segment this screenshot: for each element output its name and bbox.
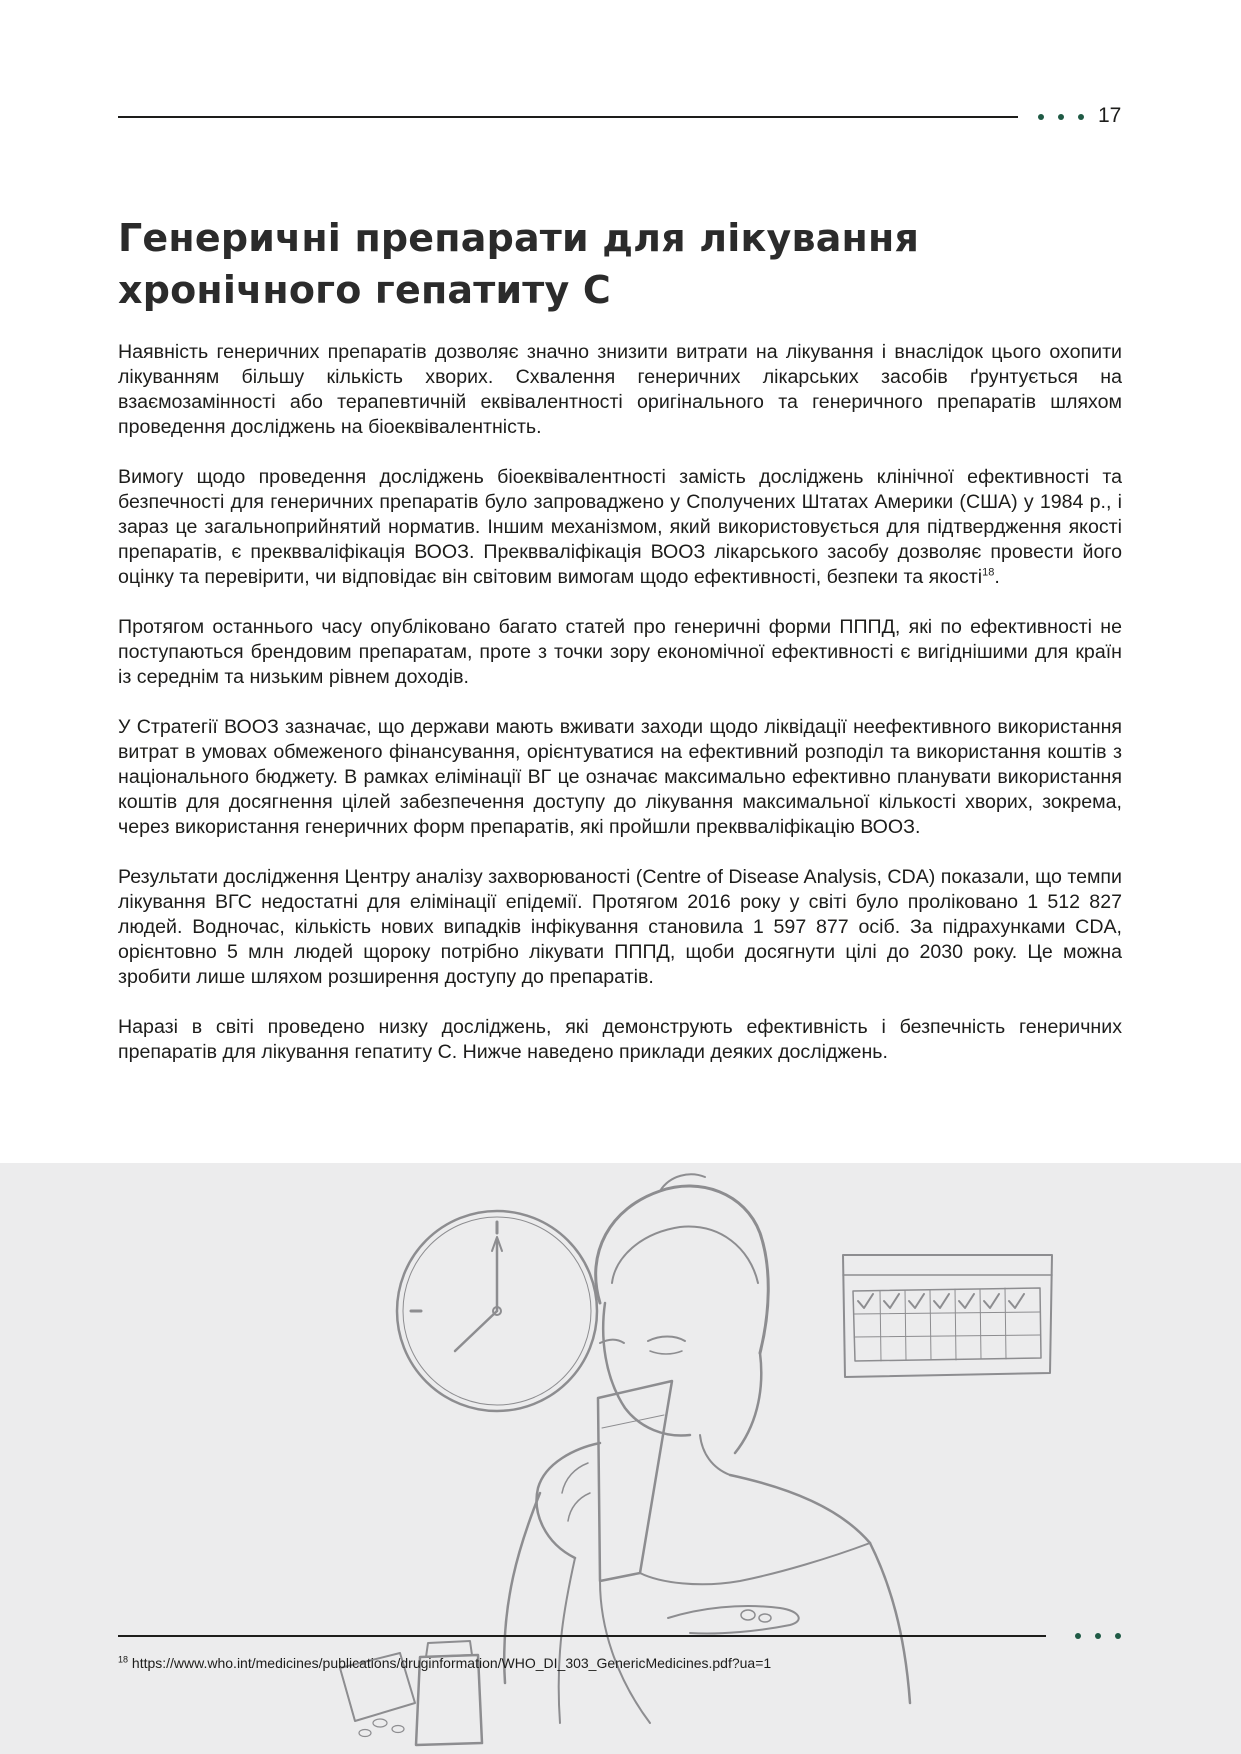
footnote <box>118 1655 771 1671</box>
paragraph: Результати дослідження Центру аналізу захворюваності (Centre of Disease Analysis, CDA) показали, що темпи лікування ВГС недостатні для елімінації епідемії. Протягом 2016 року у світі було проліковано 1 512 827 людей. Водночас, кількість нових випадків інфікування становила 1 597 877 осіб. За підрахунками CDA, орієнтовно 5 млн людей щороку потрібно лікувати ПППД, щоби досягнути цілі до 2030 року. Це можна зробити лише шляхом розширення доступу до препаратів. <box>118 866 1122 988</box>
clock-icon <box>397 1211 597 1411</box>
header-dots-icon <box>1036 111 1086 123</box>
calendar-icon <box>843 1255 1052 1377</box>
footnote-number: 18 <box>118 1654 129 1665</box>
paragraph: Вимогу щодо проведення досліджень біоеквівалентності замість досліджень клінічної ефективності та безпечності для генеричних препаратів було запроваджено у Сполучених Штатах Америки (США) у 1984 р., і зараз це загальноприйнятий норматив. Іншим механізмом, який використовується для підтвердження якості препаратів, є преквваліфікація ВООЗ. Преквваліфікація ВООЗ лікарського засобу дозволяє провести його оцінку та перевірити, чи відповідає він світовим вимогам щодо ефективності, безпеки та якості$^{18}$. <box>118 466 1122 588</box>
footnote-link[interactable]: https://www.who.int/medicines/publications/druginformation/WHO_DI_303_GenericMedicines.pdf?ua=1 <box>131 1655 772 1671</box>
footnote-reference[interactable]: 18 <box>982 566 995 579</box>
page-number: 17 <box>1098 104 1122 127</box>
paragraph: Протягом останнього часу опубліковано багато статей про генеричні форми ПППД, які по ефективності не поступаються брендовим препаратам, проте з точки зору економічної ефективності є вигіднішими для країн із середнім та низьким рівнем доходів. <box>118 616 1122 688</box>
woman-figure <box>504 1174 910 1723</box>
header-rule <box>118 116 1018 118</box>
paragraph: Наявність генеричних препаратів дозволяє значно знизити витрати на лікування і внаслідок цього охопити лікуванням більшу кількість хворих. Схвалення генеричних лікарських засобів ґрунтується на взаємозамінності або терапевтичній еквівалентності оригінального та генеричного препаратів шляхом проведення досліджень на біоеквівалентність. <box>118 341 1122 438</box>
footer-dots-icon <box>1073 1630 1123 1642</box>
footer-rule <box>118 1635 1046 1637</box>
body-text <box>118 340 1122 1090</box>
page-title: Генеричні препарати для лікування хронічного гепатиту С <box>118 216 920 312</box>
paragraph: Наразі в світі проведено низку досліджень, які демонструють ефективність і безпечність генеричних препаратів для лікування гепатиту С. Нижче наведено приклади деяких досліджень. <box>118 1016 1122 1063</box>
paragraph: У Стратегії ВООЗ зазначає, що держави мають вживати заходи щодо ліквідації неефективного використання витрат в умовах обмеженого фінансування, орієнтуватися на ефективний розподіл та використання коштів з національного бюджету. В рамках елімінації ВГ це означає максимально ефективно планувати використання коштів для досягнення цілей забезпечення доступу до лікування максимальної кількості хворих, зокрема, через використання генеричних форм препаратів, які пройшли преквваліфікацію ВООЗ. <box>118 716 1122 838</box>
